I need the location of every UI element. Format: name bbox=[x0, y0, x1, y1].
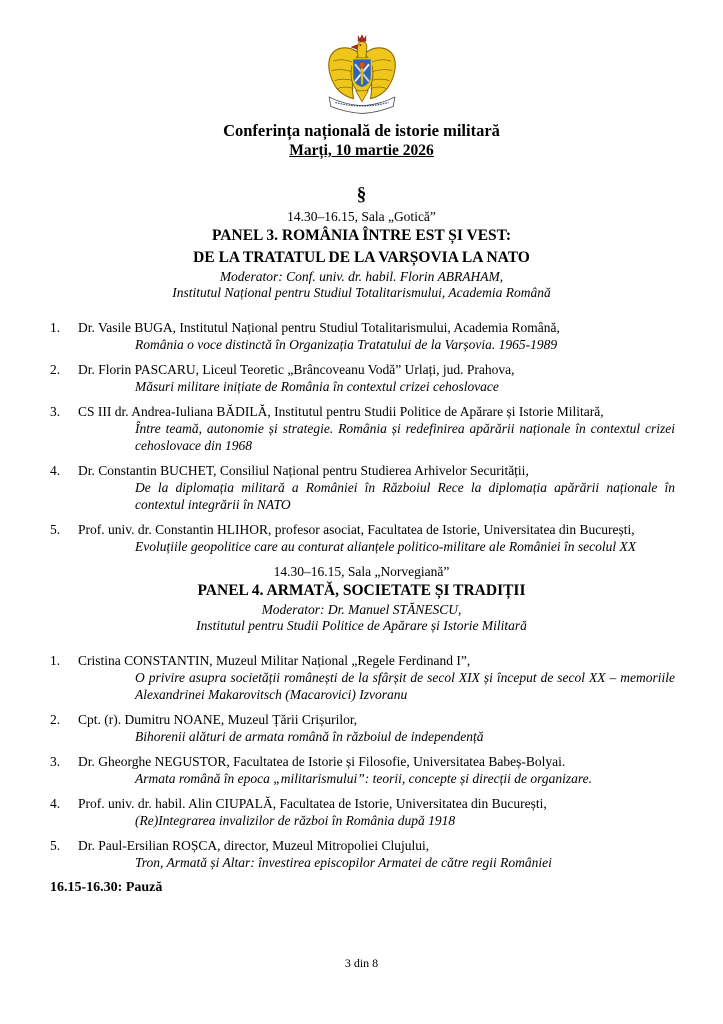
list-item bbox=[50, 361, 675, 395]
item-number: 2. bbox=[50, 712, 61, 727]
panel3-title-line1: PANEL 3. ROMÂNIA ÎNTRE EST ȘI VEST: bbox=[211, 227, 512, 244]
panel4-moderator-line2: Institutul pentru Studii Politice de Apărare și Istorie Militară bbox=[196, 618, 527, 633]
item-speaker-line bbox=[50, 521, 675, 538]
panel4-moderator-line1: Moderator: Dr. Manuel STĂNESCU, bbox=[261, 602, 462, 617]
item-speaker-line bbox=[50, 462, 675, 479]
list-item bbox=[50, 711, 675, 745]
panel3-schedule: 14.30–16.15, Sala „Gotică” bbox=[287, 209, 436, 224]
item-speaker: Dr. Gheorghe NEGUSTOR, Facultatea de Istorie și Filosofie, Universitatea Babeș-Bolyai. bbox=[78, 754, 566, 769]
item-number: 3. bbox=[50, 754, 61, 769]
item-paper-title: Tron, Armată și Altar: învestirea episcopilor Armatei de către regii României bbox=[135, 855, 552, 870]
panel4-title-line1: PANEL 4. ARMATĂ, SOCIETATE ȘI TRADIȚII bbox=[197, 582, 526, 599]
panel3-moderator-line2: Institutul Național pentru Studiul Totalitarismului, Academia Română bbox=[172, 285, 551, 300]
item-paper-title: Între teamă, autonomie și strategie. România și redefinirea apărării naționale în contextul crizei cehoslovace din 1968 bbox=[135, 421, 675, 453]
logo-container bbox=[0, 0, 723, 115]
panel3-item-list bbox=[0, 319, 723, 555]
military-coat-of-arms-icon bbox=[322, 33, 402, 115]
item-number: 1. bbox=[50, 653, 61, 668]
panel4-moderator bbox=[0, 602, 723, 634]
panel4-schedule: 14.30–16.15, Sala „Norvegiană” bbox=[273, 564, 450, 579]
list-item bbox=[50, 403, 675, 454]
panel3-title bbox=[0, 225, 723, 269]
item-number: 2. bbox=[50, 362, 61, 377]
panel4-item-list bbox=[0, 652, 723, 871]
item-speaker: Dr. Constantin BUCHET, Consiliul Național pentru Studierea Arhivelor Securității, bbox=[78, 463, 529, 478]
item-number: 4. bbox=[50, 463, 61, 478]
item-paper-title: Evoluțiile geopolitice care au conturat alianțele politico-militare ale României în secolul XX bbox=[135, 539, 637, 554]
panel3-header bbox=[0, 208, 723, 301]
list-item bbox=[50, 319, 675, 353]
list-item bbox=[50, 521, 675, 555]
item-speaker: Prof. univ. dr. Constantin HLIHOR, profesor asociat, Facultatea de Istorie, Universitatea din București, bbox=[78, 522, 635, 537]
panel3-title-line2: DE LA TRATATUL DE LA VARȘOVIA LA NATO bbox=[193, 249, 530, 266]
item-number: 3. bbox=[50, 404, 61, 419]
item-speaker: Cpt. (r). Dumitru NOANE, Muzeul Țării Crișurilor, bbox=[78, 712, 358, 727]
item-paper-title: O privire asupra societății românești de la sfârșit de secol XIX și început de secol XX – memoriile Alexandrinei Makarovitsch (Macarovici) Izvoranu bbox=[135, 670, 675, 702]
break-time: 16.15-16.30: Pauză bbox=[50, 880, 163, 895]
item-speaker: Dr. Vasile BUGA, Institutul Național pentru Studiul Totalitarismului, Academia Română, bbox=[78, 320, 560, 335]
item-speaker-line bbox=[50, 837, 675, 854]
item-speaker-line bbox=[50, 753, 675, 770]
item-paper-title: De la diplomația militară a României în Războiul Rece la diplomația apărării naționale în contextul integrării în NATO bbox=[135, 480, 675, 512]
item-number: 4. bbox=[50, 796, 61, 811]
item-speaker-line bbox=[50, 319, 675, 336]
conference-date: Marți, 10 martie 2026 bbox=[289, 142, 434, 159]
page-title: Conferința națională de istorie militară bbox=[223, 121, 500, 140]
item-speaker-line bbox=[50, 652, 675, 669]
list-item bbox=[50, 753, 675, 787]
item-paper-title: (Re)Integrarea invalizilor de război în România după 1918 bbox=[135, 813, 456, 828]
item-speaker: Cristina CONSTANTIN, Muzeul Militar Național „Regele Ferdinand I”, bbox=[78, 653, 471, 668]
item-paper-title: Bihorenii alături de armata română în războiul de independență bbox=[135, 729, 484, 744]
item-speaker-line bbox=[50, 795, 675, 812]
section-symbol: § bbox=[356, 184, 367, 205]
item-speaker-line bbox=[50, 403, 675, 420]
panel3-moderator-line1: Moderator: Conf. univ. dr. habil. Florin ABRAHAM, bbox=[219, 269, 504, 284]
item-number: 5. bbox=[50, 522, 61, 537]
panel4-header bbox=[0, 563, 723, 634]
panel4-title bbox=[0, 580, 723, 602]
item-speaker: Prof. univ. dr. habil. Alin CIUPALĂ, Facultatea de Istorie, Universitatea din București, bbox=[78, 796, 547, 811]
list-item bbox=[50, 837, 675, 871]
item-speaker: CS III dr. Andrea-Iuliana BĂDILĂ, Institutul pentru Studii Politice de Apărare și Istorie Militară, bbox=[78, 404, 604, 419]
item-paper-title: Armata română în epoca „militarismului”: teorii, concepte și direcții de organizare. bbox=[135, 771, 592, 786]
page-number: 3 din 8 bbox=[344, 956, 379, 970]
item-number: 1. bbox=[50, 320, 61, 335]
list-item bbox=[50, 462, 675, 513]
panel3-moderator bbox=[0, 269, 723, 301]
item-paper-title: România o voce distinctă în Organizația Tratatului de la Varșovia. 1965-1989 bbox=[135, 337, 558, 352]
item-paper-title: Măsuri militare inițiate de România în contextul crizei cehoslovace bbox=[135, 379, 499, 394]
item-speaker: Dr. Paul-Ersilian ROȘCA, director, Muzeul Mitropoliei Clujului, bbox=[78, 838, 430, 853]
item-speaker: Dr. Florin PASCARU, Liceul Teoretic „Brâncoveanu Vodă” Urlați, jud. Prahova, bbox=[78, 362, 515, 377]
item-speaker-line bbox=[50, 361, 675, 378]
list-item bbox=[50, 652, 675, 703]
item-number: 5. bbox=[50, 838, 61, 853]
list-item bbox=[50, 795, 675, 829]
item-speaker-line bbox=[50, 711, 675, 728]
